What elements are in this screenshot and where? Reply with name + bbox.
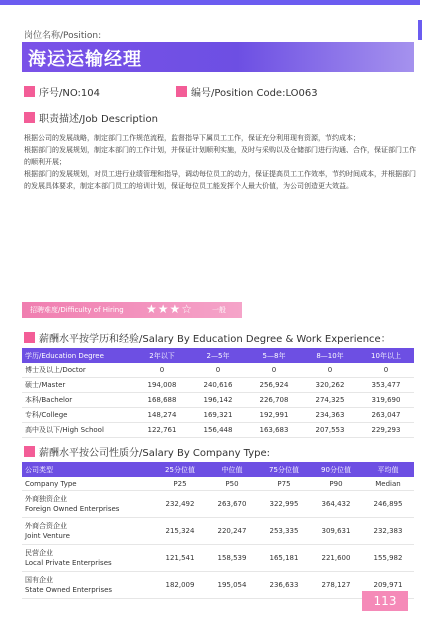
table-row (22, 423, 414, 438)
table-cell: 本科/Bachelor (22, 393, 134, 408)
position-label: 岗位名称/Position: (24, 31, 102, 41)
table-cell: 168,688 (134, 393, 190, 408)
table-row (22, 545, 414, 572)
job-description-heading (24, 110, 158, 125)
table-cell: 319,690 (358, 393, 414, 408)
job-description-paragraph: 根据部门的发展规划，对员工进行业绩管理和指导，调动每位员工的动力，保证提高员工工作效率，节约时间成本，并根据部门的发展具体要求，制定本部门员工的培训计划，保证每位员工能发挥个人最大价值，为公司创造更大效益。 (24, 170, 416, 190)
table-cell: 156,448 (190, 423, 246, 438)
table-cell: 229,293 (358, 423, 414, 438)
column-header: 90分位值 (310, 462, 362, 477)
table-cell: 182,009 (154, 572, 206, 599)
column-header: 5—8年 (246, 348, 302, 363)
table-cell: 192,991 (246, 408, 302, 423)
table-cell: 121,541 (154, 545, 206, 572)
table-cell: 207,553 (302, 423, 358, 438)
column-header: 2年以下 (134, 348, 190, 363)
table-row (22, 393, 414, 408)
column-header: 25分位值 (154, 462, 206, 477)
table-cell: 274,325 (302, 393, 358, 408)
table-cell (22, 518, 154, 545)
table-cell: 236,633 (258, 572, 310, 599)
square-bullet-icon (24, 112, 35, 123)
table-row (22, 572, 414, 599)
table-cell: 353,477 (358, 378, 414, 393)
column-header: 8—10年 (302, 348, 358, 363)
salary-education-title: 薪酬水平按学历和经验/Salary By Education Degree & Work Experience： (39, 334, 391, 345)
table-cell: 256,924 (246, 378, 302, 393)
table-row (22, 491, 414, 518)
table-cell: 194,008 (134, 378, 190, 393)
page-number: 113 (362, 591, 408, 611)
table-cell: 122,761 (134, 423, 190, 438)
table-row (22, 378, 414, 393)
table-cell: P50 (206, 477, 258, 491)
square-bullet-icon (24, 332, 35, 343)
meta-code (176, 84, 318, 99)
table-cell: 155,982 (362, 545, 414, 572)
meta-no (24, 84, 100, 99)
table-cell: 232,492 (154, 491, 206, 518)
table-row (22, 477, 414, 491)
title-banner (22, 42, 414, 72)
job-description-body (24, 132, 416, 192)
square-bullet-icon (24, 86, 35, 97)
table-row (22, 363, 414, 378)
column-header: 中位值 (206, 462, 258, 477)
table-cell: 322,995 (258, 491, 310, 518)
table-cell: 209,971 (362, 572, 414, 599)
company-type-en: State Owned Enterprises (25, 586, 113, 594)
table-cell: 0 (358, 363, 414, 378)
salary-education-heading (24, 330, 391, 345)
table-cell: 高中及以下/High School (22, 423, 134, 438)
company-type-en: Foreign Owned Enterprises (25, 505, 120, 513)
table-cell: 278,127 (310, 572, 362, 599)
column-header: 10年以上 (358, 348, 414, 363)
table-cell: Company Type (22, 477, 154, 491)
table-cell (22, 491, 154, 518)
salary-education-table (22, 348, 414, 438)
company-type-cn: 国有企业 (25, 576, 53, 584)
table-cell: 232,383 (362, 518, 414, 545)
table-cell: 158,539 (206, 545, 258, 572)
column-header: 平均值 (362, 462, 414, 477)
table-cell: 0 (302, 363, 358, 378)
table-cell: 234,363 (302, 408, 358, 423)
table-cell: 专科/College (22, 408, 134, 423)
star-rating-icon: ★★★☆ (146, 302, 194, 316)
table-cell: 263,670 (206, 491, 258, 518)
top-accent-bar (0, 0, 420, 5)
salary-company-table (22, 462, 414, 599)
table-cell (22, 545, 154, 572)
table-cell: 169,321 (190, 408, 246, 423)
hiring-difficulty-label: 招聘难度/Difficulty of Hiring (30, 306, 124, 314)
column-header: 2—5年 (190, 348, 246, 363)
table-cell: 320,262 (302, 378, 358, 393)
job-description-title: 职责描述/Job Description (39, 114, 158, 125)
table-cell: 195,054 (206, 572, 258, 599)
position-number: 序号/NO:104 (39, 88, 101, 99)
table-cell: 0 (246, 363, 302, 378)
table-cell: 148,274 (134, 408, 190, 423)
table-row (22, 518, 414, 545)
job-description-paragraph: 根据部门的发展规划，制定本部门的工作计划，并保证计划顺利实施，及时与采购以及仓储部门进行沟通、合作，保证部门工作的顺利开展； (24, 146, 416, 166)
job-description-paragraph: 根据公司的发展战略，制定部门工作规范流程，监督指导下属员工工作，保证充分利用现有资源，节约成本； (24, 134, 360, 142)
table-cell: 165,181 (258, 545, 310, 572)
table-cell: 博士及以上/Doctor (22, 363, 134, 378)
table-cell: 196,142 (190, 393, 246, 408)
table-cell: 226,708 (246, 393, 302, 408)
square-bullet-icon (176, 86, 187, 97)
table-cell: P75 (258, 477, 310, 491)
table-cell: Median (362, 477, 414, 491)
table-cell: 364,432 (310, 491, 362, 518)
company-type-cn: 民营企业 (25, 549, 53, 557)
table-cell: 221,600 (310, 545, 362, 572)
company-type-en: Joint Venture (25, 532, 70, 540)
table-cell: P25 (154, 477, 206, 491)
table-cell: 220,247 (206, 518, 258, 545)
table-cell (22, 572, 154, 599)
column-header: 公司类型 (22, 462, 154, 477)
table-cell: 163,683 (246, 423, 302, 438)
salary-company-heading (24, 444, 270, 459)
table-cell: 240,616 (190, 378, 246, 393)
position-code: 编号/Position Code:LO063 (191, 88, 318, 99)
company-type-cn: 外商独资企业 (25, 495, 67, 503)
company-type-en: Local Private Enterprises (25, 559, 112, 567)
table-cell: P90 (310, 477, 362, 491)
table-cell: 0 (134, 363, 190, 378)
table-cell: 263,047 (358, 408, 414, 423)
table-cell: 0 (190, 363, 246, 378)
table-cell: 硕士/Master (22, 378, 134, 393)
hiring-difficulty-level: 一般 (212, 306, 226, 314)
square-bullet-icon (24, 446, 35, 457)
table-cell: 246,895 (362, 491, 414, 518)
hiring-difficulty-bar (22, 302, 242, 318)
company-type-cn: 外商合资企业 (25, 522, 67, 530)
table-cell: 253,335 (258, 518, 310, 545)
column-header: 75分位值 (258, 462, 310, 477)
table-header-row (22, 348, 414, 363)
table-cell: 215,324 (154, 518, 206, 545)
page-title: 海运运输经理 (28, 49, 142, 70)
salary-company-title: 薪酬水平按公司性质分/Salary By Company Type: (39, 448, 271, 459)
table-row (22, 408, 414, 423)
table-header-row (22, 462, 414, 477)
side-accent-strip (418, 20, 422, 40)
column-header: 学历/Education Degree (22, 348, 134, 363)
table-cell: 309,631 (310, 518, 362, 545)
